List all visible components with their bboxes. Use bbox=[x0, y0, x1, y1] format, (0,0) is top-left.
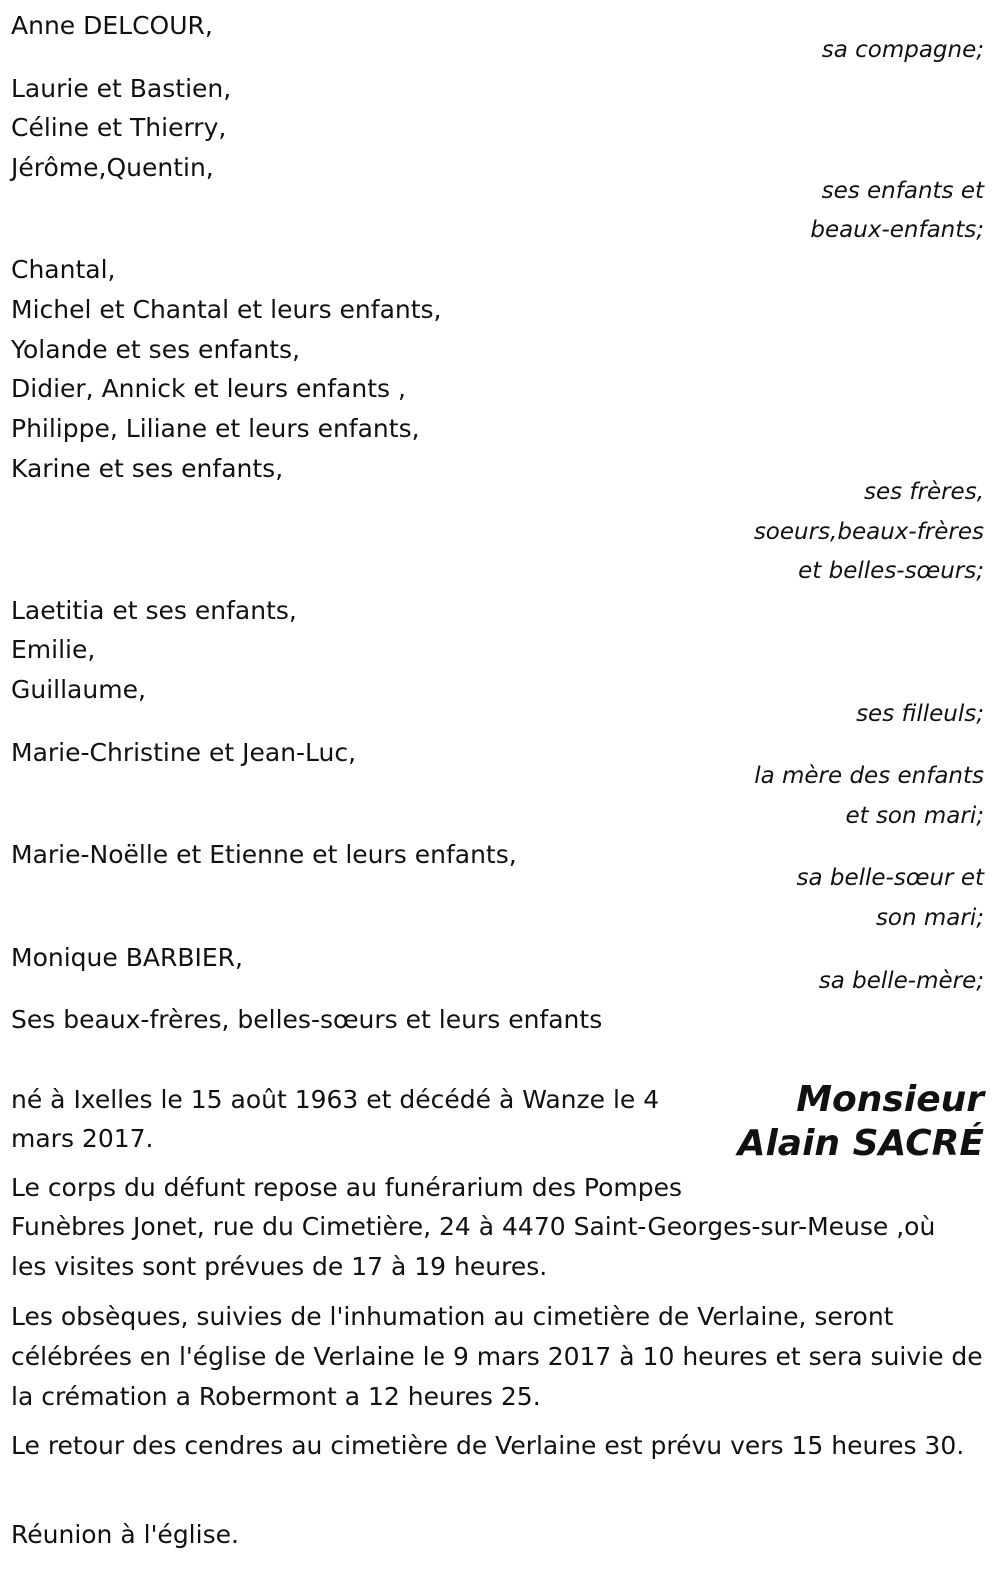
relationship-label: soeurs,beaux-frères bbox=[753, 519, 984, 545]
family-member-name: Céline et Thierry, bbox=[11, 113, 227, 142]
family-member-name: Karine et ses enfants, bbox=[11, 454, 284, 483]
relationship-label: la mère des enfants bbox=[754, 763, 984, 789]
relationship-label: beaux-enfants; bbox=[810, 217, 984, 243]
family-member-name: Guillaume, bbox=[11, 675, 146, 704]
visitation-text: les visites sont prévues de 17 à 19 heures. bbox=[11, 1252, 548, 1281]
relationship-label: sa belle-mère; bbox=[818, 968, 984, 994]
family-member-name: Philippe, Liliane et leurs enfants, bbox=[11, 414, 420, 443]
family-member-name: Yolande et ses enfants, bbox=[11, 335, 301, 364]
birth-death-line: né à Ixelles le 15 août 1963 et décédé à Wanze le 4 bbox=[11, 1085, 660, 1114]
family-member-name: Marie-Noëlle et Etienne et leurs enfants, bbox=[11, 840, 517, 869]
family-member-name: Marie-Christine et Jean-Luc, bbox=[11, 738, 357, 767]
relationship-label: sa belle-sœur et bbox=[796, 865, 984, 891]
deceased-name: Alain SACRÉ bbox=[737, 1123, 984, 1164]
family-member-name: Monique BARBIER, bbox=[11, 943, 243, 972]
ashes-paragraph: Le retour des cendres au cimetière de Verlaine est prévu vers 15 heures 30. bbox=[11, 1431, 965, 1460]
family-member-name: Didier, Annick et leurs enfants , bbox=[11, 374, 406, 403]
funeral-paragraph: Les obsèques, suivies de l'inhumation au cimetière de Verlaine, seront célébrées en l'église de Verlaine le 9 mars 2017 à 10 heures et sera suivie de la crémation a Robermont a 12 heures 25. bbox=[11, 1302, 983, 1411]
family-member-name: Laurie et Bastien, bbox=[11, 74, 232, 103]
relationship-label: et son mari; bbox=[845, 803, 984, 829]
relationship-label: ses enfants et bbox=[821, 178, 984, 204]
birth-death-line: mars 2017. bbox=[11, 1124, 154, 1153]
deceased-title: Monsieur bbox=[796, 1079, 984, 1120]
family-member-name: Anne DELCOUR, bbox=[11, 11, 213, 40]
family-member-name: Emilie, bbox=[11, 635, 96, 664]
family-member-name: Laetitia et ses enfants, bbox=[11, 596, 297, 625]
relationship-label: son mari; bbox=[875, 905, 984, 931]
deceased-name-block bbox=[738, 1078, 984, 1166]
family-member-name: Jérôme,Quentin, bbox=[11, 153, 214, 182]
relationship-label: ses frères, bbox=[863, 479, 984, 505]
family-member-name: Ses beaux-frères, belles-sœurs et leurs enfants bbox=[11, 1005, 603, 1034]
family-member-name: Chantal, bbox=[11, 255, 116, 284]
visitation-text: Funèbres Jonet, rue du Cimetière, 24 à 4470 Saint-Georges-sur-Meuse ,où bbox=[11, 1212, 936, 1241]
relationship-label: sa compagne; bbox=[821, 37, 984, 63]
family-member-name: Michel et Chantal et leurs enfants, bbox=[11, 295, 442, 324]
relationship-label: et belles-sœurs; bbox=[798, 558, 984, 584]
meeting-paragraph: Réunion à l'église. bbox=[11, 1520, 239, 1549]
relationship-label: ses filleuls; bbox=[856, 701, 984, 727]
visitation-text: Le corps du défunt repose au funérarium des Pompes bbox=[11, 1173, 683, 1202]
